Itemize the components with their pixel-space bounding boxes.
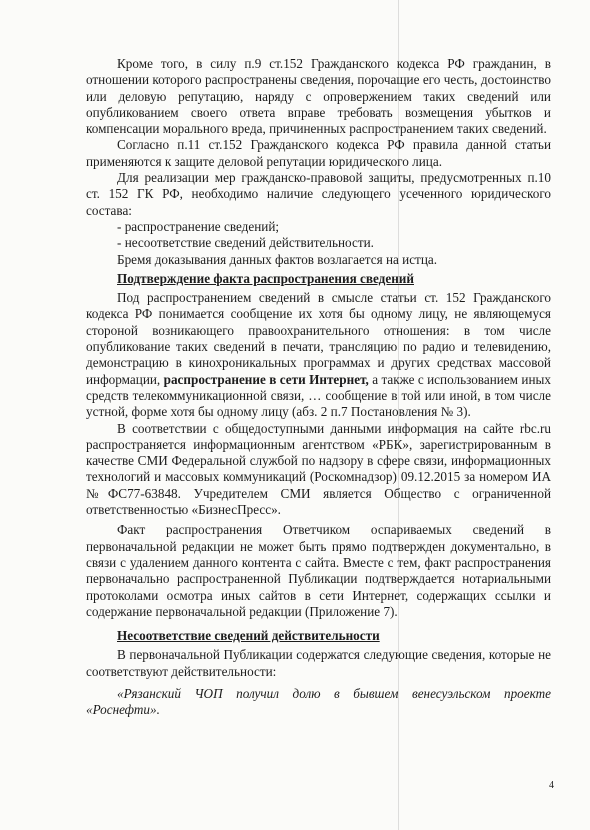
section-heading-dissemination: Подтверждение факта распространения сведений bbox=[117, 270, 414, 286]
paragraph-original-publication: В первоначальной Публикации содержатся следующие сведения, которые не соответствуют действительности: bbox=[86, 647, 551, 679]
list-item-dissemination: - распространение сведений; bbox=[117, 218, 280, 234]
paragraph-legal-entity: Согласно п.11 ст.152 Гражданского кодекса РФ правила данной статьи применяются к защите деловой репутации юридического лица. bbox=[86, 137, 551, 169]
dissemination-definition-tail: а также с использованием иных средств телекоммуникационной связи, … сообщение в той или иной, в том числе устной, форме хотя бы одному лицу (абз. 2 п.7 Постановления № 3). bbox=[86, 371, 551, 420]
paragraph-dissemination-definition bbox=[86, 290, 551, 420]
section-heading-inaccuracy: Несоответствие сведений действительности bbox=[117, 628, 380, 644]
paragraph-legal-composition: Для реализации мер гражданско-правовой защиты, предусмотренных п.10 ст. 152 ГК РФ, необходимо наличие следующего усеченного юридического состава: bbox=[86, 170, 551, 218]
paragraph-damages: Кроме того, в силу п.9 ст.152 Гражданского кодекса РФ гражданин, в отношении которого распространены сведения, порочащие его честь, достоинство или деловую репутацию, наряду с опровержением таких сведений или опубликованием своего ответа вправе требовать возмещения убытков и компенсации морального вреда, причиненных распространением таких сведений. bbox=[86, 56, 551, 137]
document-body bbox=[86, 56, 551, 719]
dissemination-definition-text: Под распространением сведений в смысле статьи ст. 152 Гражданского кодекса РФ понимается сообщение их хотя бы одному лицу, не являющемуся стороной возникающего правоохранительного отношения: в том числе опубликование таких сведений в печати, трансляцию по радио и телевидению, демонстрацию в кинохроникальных программах и других средствах массовой информации, bbox=[86, 290, 551, 387]
dissemination-internet-emphasis: распространение в сети Интернет, bbox=[163, 371, 369, 387]
paragraph-burden-of-proof: Бремя доказывания данных фактов возлагается на истца. bbox=[117, 251, 438, 267]
list-item-inaccuracy: - несоответствие сведений действительности. bbox=[117, 235, 374, 251]
quote-statement: «Рязанский ЧОП получил долю в бывшем венесуэльском проекте «Роснефти». bbox=[86, 685, 551, 718]
page-number: 4 bbox=[549, 780, 554, 791]
paragraph-fact-of-dissemination: Факт распространения Ответчиком оспариваемых сведений в первоначальной редакции не может быть прямо подтвержден документально, в связи с удалением данного контента с сайта. Вместе с тем, факт распространения первоначально распространенной Публикации подтверждается нотариальными протоколами осмотра иных сайтов в сети Интернет, содержащих ссылки и содержание первоначальной редакции (Приложение 7). bbox=[86, 522, 551, 619]
paragraph-rbc-info: В соответствии с общедоступными данными информация на сайте rbc.ru распространяется информационным агентством «РБК», зарегистрированным в качестве СМИ Федеральной службой по надзору в сфере связи, информационных технологий и массовых коммуникаций (Роскомнадзор) 09.12.2015 за номером ИА №ФС77-63848. Учредителем СМИ является Общество с ограниченной ответственностью «БизнесПресс». bbox=[86, 420, 551, 518]
